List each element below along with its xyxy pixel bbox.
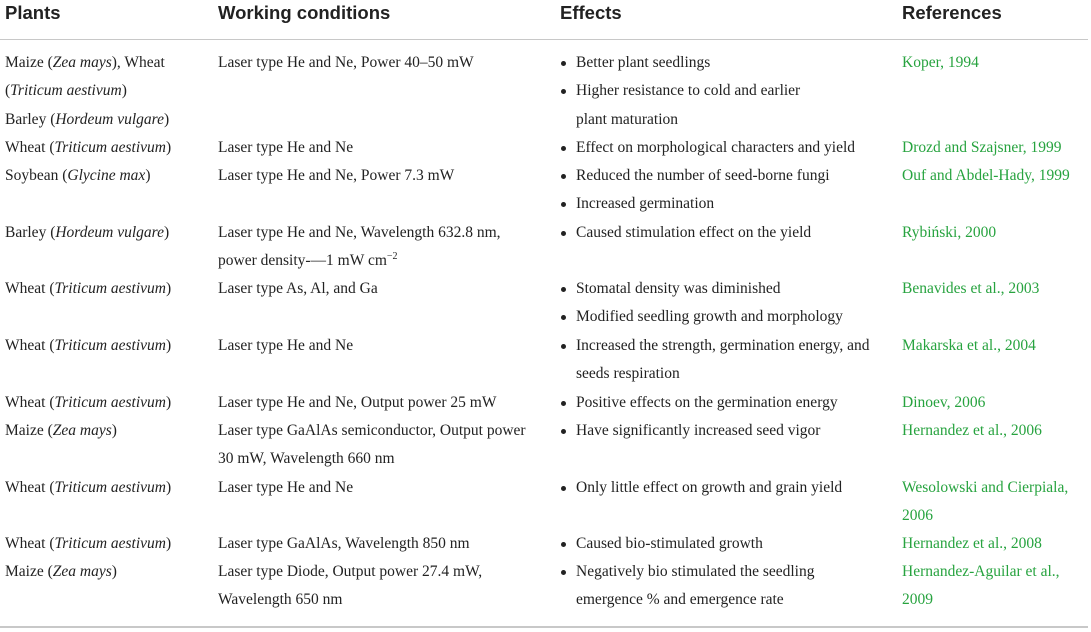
effect-bullet-item [560, 558, 814, 615]
reference-link[interactable]: Makarska et al., 2004 [902, 337, 1036, 354]
cell-plants [5, 49, 169, 134]
reference-link[interactable]: Koper, 1994 [902, 54, 979, 71]
cell-plants [5, 417, 117, 445]
header-rule [0, 39, 1088, 40]
effect-bullet-item [560, 134, 855, 162]
plants-text: Barley (Hordeum vulgare) [5, 224, 170, 241]
cell-effects [560, 332, 870, 389]
cell-reference[interactable] [902, 134, 1062, 162]
cell-effects [560, 530, 763, 558]
header-working-conditions: Working conditions [218, 2, 391, 23]
cell-plants [5, 162, 151, 190]
effect-text: Increased the strength, germination energy, and [576, 337, 870, 354]
conditions-text: Laser type He and Ne [218, 139, 354, 156]
effect-text: Effect on morphological characters and yield [576, 139, 856, 156]
conditions-text: Laser type He and Ne [218, 337, 354, 354]
effect-text: Caused stimulation effect on the yield [576, 224, 812, 241]
cell-effects [560, 474, 842, 502]
effect-bullet-item [560, 219, 811, 247]
reference-link[interactable]: Hernandez et al., 2006 [902, 422, 1042, 439]
effect-text: Positive effects on the germination energy [576, 394, 838, 411]
cell-effects [560, 417, 820, 445]
conditions-text: 30 mW, Wavelength 660 nm [218, 450, 395, 468]
cell-reference[interactable] [902, 474, 1068, 531]
effect-bullet-item [560, 303, 843, 331]
cell-effects [560, 275, 843, 332]
bottom-rule [0, 626, 1088, 628]
effect-bullet-item [560, 275, 843, 303]
cell-effects [560, 134, 855, 162]
effect-bullet-item [560, 162, 830, 190]
cell-effects [560, 558, 814, 615]
conditions-text: Laser type He and Ne, Output power 25 mW [218, 394, 497, 411]
effect-text: Reduced the number of seed-borne fungi [576, 167, 830, 184]
header-plants: Plants [5, 2, 61, 23]
cell-reference[interactable] [902, 275, 1039, 303]
cell-working-conditions [218, 474, 353, 502]
cell-working-conditions [218, 417, 526, 474]
reference-link[interactable]: Benavides et al., 2003 [902, 280, 1040, 297]
cell-plants [5, 558, 117, 586]
plants-text: Wheat (Triticum aestivum) [5, 479, 172, 496]
reference-link[interactable]: Dinoev, 2006 [902, 394, 986, 411]
plants-text: Soybean (Glycine max) [5, 167, 151, 184]
plants-text: Wheat (Triticum aestivum) [5, 139, 172, 156]
cell-reference[interactable] [902, 49, 979, 77]
plants-text: Maize (Zea mays) [5, 422, 117, 439]
effect-bullet-item [560, 49, 800, 77]
header-references: References [902, 2, 1002, 23]
reference-link[interactable]: Hernandez et al., 2008 [902, 535, 1042, 552]
cell-working-conditions [218, 558, 482, 615]
header-effects: Effects [560, 2, 622, 23]
plants-text: Maize (Zea mays), Wheat [5, 54, 165, 71]
reference-link[interactable]: Hernandez-Aguilar et al., [902, 563, 1060, 580]
conditions-text: Laser type Diode, Output power 27.4 mW, [218, 563, 483, 580]
cell-reference[interactable] [902, 417, 1042, 445]
cell-plants [5, 389, 171, 417]
effect-bullet-item [560, 77, 800, 134]
effect-bullet-item [560, 389, 838, 417]
plants-text: (Triticum aestivum) [5, 82, 127, 100]
conditions-text: Laser type He and Ne, Power 40–50 mW [218, 54, 474, 71]
cell-plants [5, 275, 171, 303]
reference-link[interactable]: Rybiński, 2000 [902, 224, 997, 241]
reference-link[interactable]: Wesolowski and Cierpiala, [902, 479, 1069, 496]
effect-bullet-item [560, 332, 870, 389]
cell-working-conditions [218, 332, 353, 360]
cell-effects [560, 219, 811, 247]
effect-text: Stomatal density was diminished [576, 280, 781, 297]
effect-bullet-item [560, 530, 763, 558]
effect-text: Negatively bio stimulated the seedling [576, 563, 815, 580]
cell-plants [5, 332, 171, 360]
cell-plants [5, 474, 171, 502]
cell-working-conditions [218, 134, 353, 162]
cell-working-conditions [218, 530, 470, 558]
plants-text: Wheat (Triticum aestivum) [5, 280, 172, 297]
reference-link[interactable]: Ouf and Abdel-Hady, 1999 [902, 167, 1070, 184]
cell-effects [560, 389, 838, 417]
effect-text: Caused bio-stimulated growth [576, 535, 763, 552]
effect-text: plant maturation [576, 110, 679, 128]
conditions-text: Wavelength 650 nm [218, 591, 343, 609]
cell-reference[interactable] [902, 332, 1036, 360]
cell-working-conditions [218, 389, 497, 417]
cell-reference[interactable] [902, 530, 1042, 558]
conditions-text: Laser type GaAlAs, Wavelength 850 nm [218, 535, 470, 552]
conditions-text: Laser type GaAlAs semiconductor, Output power [218, 422, 526, 439]
cell-working-conditions [218, 49, 474, 77]
effect-text: Have significantly increased seed vigor [576, 422, 821, 439]
conditions-text: Laser type He and Ne, Power 7.3 mW [218, 167, 455, 184]
conditions-text: Laser type As, Al, and Ga [218, 280, 378, 297]
effect-bullet-item [560, 190, 830, 218]
reference-link[interactable]: 2009 [902, 591, 933, 609]
cell-effects [560, 162, 830, 219]
effect-text: Increased germination [576, 195, 715, 213]
plants-text: Maize (Zea mays) [5, 563, 117, 580]
conditions-text: power density-—1 mW $cm^{-2}$ [218, 251, 398, 270]
cell-working-conditions [218, 275, 378, 303]
cell-effects [560, 49, 800, 134]
cell-plants [5, 219, 169, 247]
plants-text: Wheat (Triticum aestivum) [5, 337, 172, 354]
effect-text: Better plant seedlings [576, 54, 711, 71]
table-header [0, 0, 1091, 40]
cell-plants [5, 134, 171, 162]
effect-text: emergence % and emergence rate [576, 591, 784, 609]
reference-link[interactable]: 2006 [902, 507, 933, 525]
cell-reference[interactable] [902, 558, 1060, 615]
effect-bullet-item [560, 474, 842, 502]
cell-reference[interactable] [902, 219, 996, 247]
conditions-text: Laser type He and Ne, Wavelength 632.8 nm, [218, 224, 501, 241]
effect-bullet-item [560, 417, 820, 445]
effect-text: Only little effect on growth and grain yield [576, 479, 843, 496]
cell-working-conditions [218, 219, 501, 276]
cell-reference[interactable] [902, 162, 1070, 190]
effect-text: Higher resistance to cold and earlier [576, 82, 801, 100]
cell-working-conditions [218, 162, 454, 190]
plants-text: Barley (Hordeum vulgare) [5, 110, 170, 128]
reference-link[interactable]: Drozd and Szajsner, 1999 [902, 139, 1062, 156]
effect-text: Modified seedling growth and morphology [576, 308, 843, 326]
conditions-text: Laser type He and Ne [218, 479, 354, 496]
cell-reference[interactable] [902, 389, 985, 417]
plants-text: Wheat (Triticum aestivum) [5, 535, 172, 552]
plants-text: Wheat (Triticum aestivum) [5, 394, 172, 411]
cell-plants [5, 530, 171, 558]
effect-text: seeds respiration [576, 365, 680, 383]
